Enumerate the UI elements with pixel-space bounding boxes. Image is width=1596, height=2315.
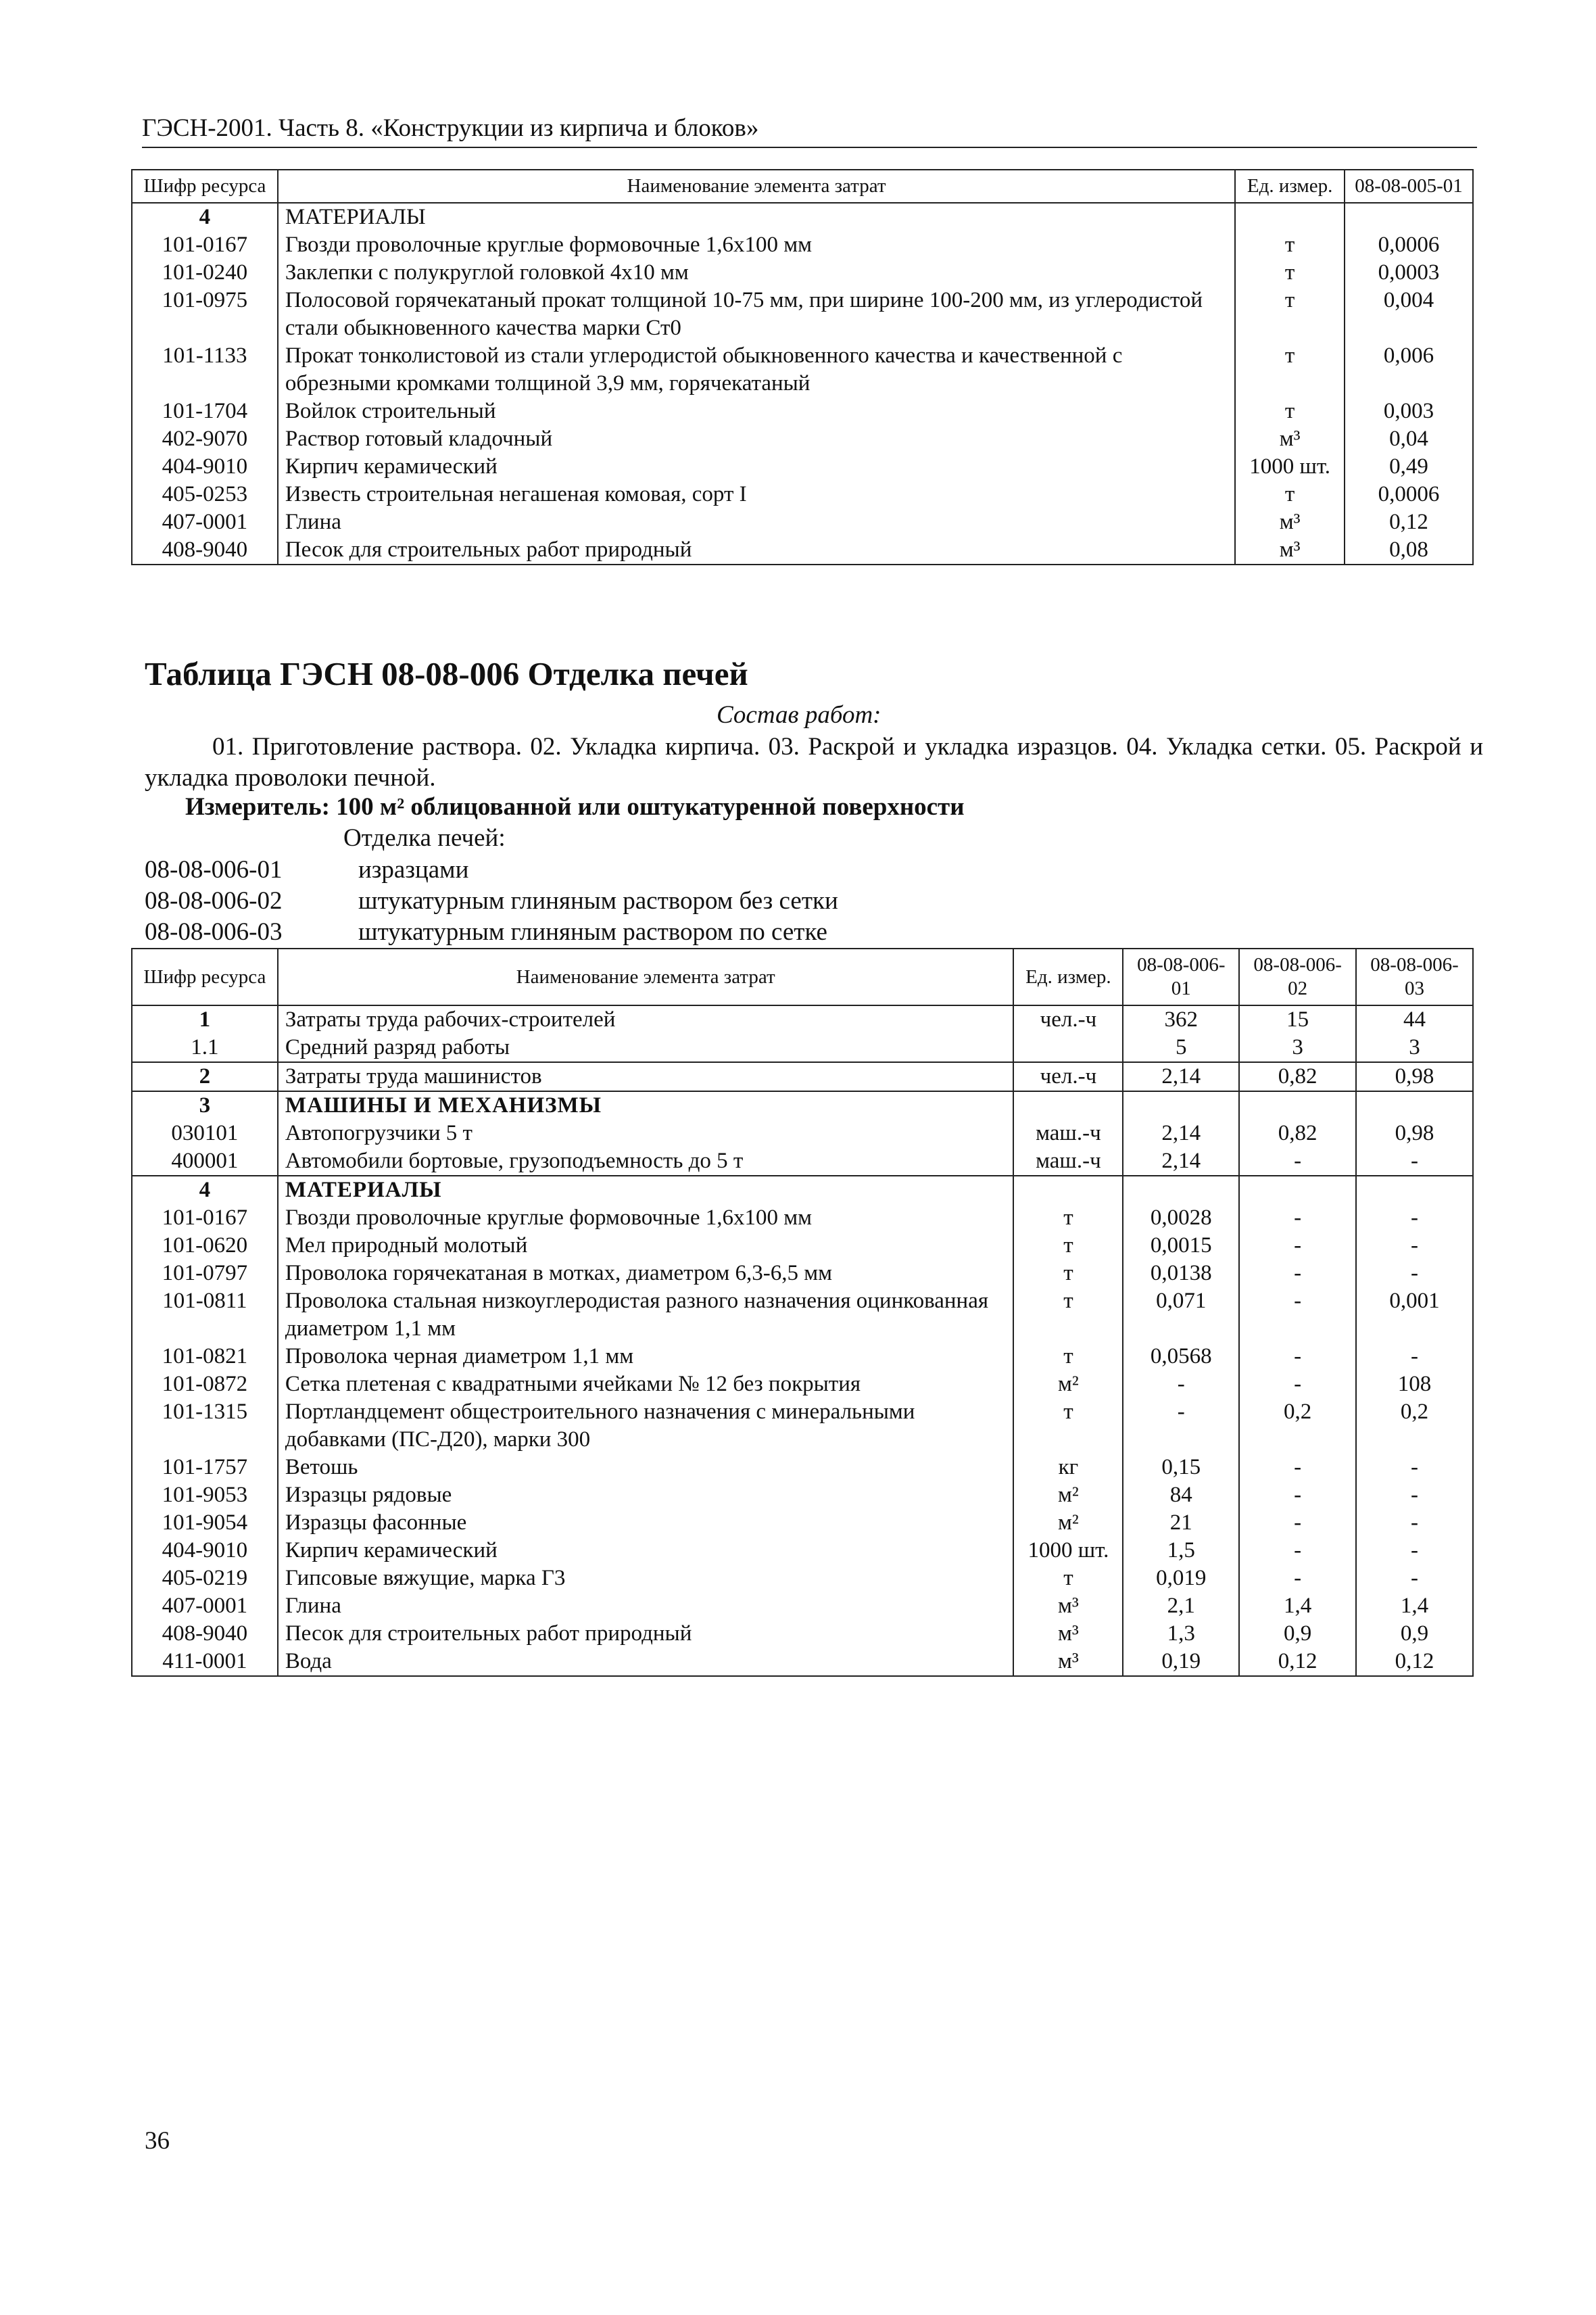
cell-code: 101-9054 [132, 1509, 278, 1537]
cell-name: Песок для строительных работ природный [278, 536, 1235, 565]
cell-value-3: - [1356, 1537, 1473, 1565]
cell-name: Автомобили бортовые, грузоподъемность до 5 т [278, 1147, 1014, 1176]
cell-value-1: 1,5 [1123, 1537, 1239, 1565]
cell-value-1: 84 [1123, 1481, 1239, 1509]
table-row [132, 1287, 1473, 1343]
cell-value-1: 0,0006 [1345, 481, 1473, 508]
cell-unit: т [1235, 259, 1345, 287]
cell-value-1 [1123, 1176, 1239, 1204]
cell-value-1: 0,004 [1345, 287, 1473, 342]
cell-unit: 1000 шт. [1013, 1537, 1123, 1565]
cell-unit: м³ [1235, 425, 1345, 453]
table-row [132, 425, 1473, 453]
col-header-value-2: 08-08-006-02 [1239, 949, 1356, 1005]
cell-value-1: 0,0006 [1345, 231, 1473, 259]
cell-value-1: 0,08 [1345, 536, 1473, 565]
cell-value-1: 0,0568 [1123, 1343, 1239, 1370]
cell-unit: т [1235, 287, 1345, 342]
cell-code: 400001 [132, 1147, 278, 1176]
cell-value-3: 3 [1356, 1034, 1473, 1062]
col-header-code: Шифр ресурса [132, 949, 278, 1005]
cell-unit: т [1013, 1232, 1123, 1260]
cell-code: 101-0811 [132, 1287, 278, 1343]
cell-code: 101-1757 [132, 1454, 278, 1481]
cell-code: 1.1 [132, 1034, 278, 1062]
cell-code: 101-0821 [132, 1343, 278, 1370]
cell-name: Мел природный молотый [278, 1232, 1014, 1260]
table-row [132, 1620, 1473, 1648]
table-row [132, 508, 1473, 536]
cell-value-1: 362 [1123, 1005, 1239, 1034]
cell-name: Изразцы фасонные [278, 1509, 1014, 1537]
table-row [132, 1147, 1473, 1176]
cell-unit: т [1013, 1398, 1123, 1454]
table-row [132, 1648, 1473, 1676]
cell-code: 404-9010 [132, 1537, 278, 1565]
cell-value-1: 0,071 [1123, 1287, 1239, 1343]
cell-name: Войлок строительный [278, 398, 1235, 425]
cell-unit: м² [1013, 1370, 1123, 1398]
cell-unit: т [1013, 1343, 1123, 1370]
cell-name: Вода [278, 1648, 1014, 1676]
table-row [132, 1565, 1473, 1592]
cell-unit: т [1235, 231, 1345, 259]
cell-value-1: - [1123, 1398, 1239, 1454]
cell-code: 405-0219 [132, 1565, 278, 1592]
table-row [132, 1232, 1473, 1260]
item-list [145, 855, 838, 948]
table-row [132, 1204, 1473, 1232]
cell-value-1: - [1123, 1370, 1239, 1398]
cell-value-3: 0,001 [1356, 1287, 1473, 1343]
cell-value-1: 5 [1123, 1034, 1239, 1062]
table-row [132, 1260, 1473, 1287]
cell-value-2: 0,12 [1239, 1648, 1356, 1676]
col-header-unit: Ед. измер. [1235, 170, 1345, 203]
cell-value-1: 2,14 [1123, 1062, 1239, 1091]
list-item [145, 855, 838, 886]
cell-value-1 [1123, 1091, 1239, 1120]
table-row [132, 1343, 1473, 1370]
table-row [132, 536, 1473, 565]
cell-name: Известь строительная негашеная комовая, сорт I [278, 481, 1235, 508]
table-row [132, 398, 1473, 425]
cell-value-3: - [1356, 1481, 1473, 1509]
cell-code: 2 [132, 1062, 278, 1091]
table-row [132, 231, 1473, 259]
cell-value-1: 2,14 [1123, 1147, 1239, 1176]
cell-code: 101-0240 [132, 259, 278, 287]
cell-value-1: 0,15 [1123, 1454, 1239, 1481]
cell-name: Раствор готовый кладочный [278, 425, 1235, 453]
cell-code: 4 [132, 203, 278, 231]
resource-table-08-08-006 [131, 948, 1474, 1677]
item-code: 08-08-006-01 [145, 856, 283, 884]
cell-value-3: 0,98 [1356, 1120, 1473, 1147]
cell-value-2: - [1239, 1204, 1356, 1232]
cell-value-3: 0,98 [1356, 1062, 1473, 1091]
cell-name: Гвозди проволочные круглые формовочные 1,6x100 мм [278, 1204, 1014, 1232]
cell-code: 408-9040 [132, 1620, 278, 1648]
cell-unit: м³ [1013, 1648, 1123, 1676]
cell-unit [1013, 1176, 1123, 1204]
cell-name: МАШИНЫ И МЕХАНИЗМЫ [278, 1091, 1014, 1120]
cell-name: Гипсовые вяжущие, марка Г3 [278, 1565, 1014, 1592]
cell-unit [1013, 1091, 1123, 1120]
table-row [132, 481, 1473, 508]
cell-code: 402-9070 [132, 425, 278, 453]
cell-unit: т [1235, 398, 1345, 425]
cell-code: 101-1315 [132, 1398, 278, 1454]
cell-unit [1235, 203, 1345, 231]
cell-value-2 [1239, 1091, 1356, 1120]
cell-value-1: 0,49 [1345, 453, 1473, 481]
cell-unit: т [1235, 342, 1345, 398]
cell-value-2: - [1239, 1370, 1356, 1398]
list-item [145, 917, 838, 948]
cell-name: Автопогрузчики 5 т [278, 1120, 1014, 1147]
cell-code: 1 [132, 1005, 278, 1034]
cell-name: Песок для строительных работ природный [278, 1620, 1014, 1648]
cell-code: 3 [132, 1091, 278, 1120]
resource-table-08-08-005 [131, 169, 1474, 565]
cell-code: 407-0001 [132, 1592, 278, 1620]
cell-value-3: - [1356, 1232, 1473, 1260]
cell-value-2: - [1239, 1287, 1356, 1343]
cell-value-2: - [1239, 1537, 1356, 1565]
col-header-name: Наименование элемента затрат [278, 949, 1014, 1005]
cell-code: 101-0167 [132, 1204, 278, 1232]
cell-value-3 [1356, 1091, 1473, 1120]
cell-value-2: - [1239, 1147, 1356, 1176]
cell-value-3 [1356, 1176, 1473, 1204]
cell-code: 405-0253 [132, 481, 278, 508]
cell-value-1: 1,3 [1123, 1620, 1239, 1648]
cell-value-3: 0,2 [1356, 1398, 1473, 1454]
table-header-row [132, 170, 1473, 203]
cell-value-3: - [1356, 1509, 1473, 1537]
table-row [132, 1370, 1473, 1398]
table-row [132, 1509, 1473, 1537]
cell-name: Глина [278, 508, 1235, 536]
cell-value-1: 0,0028 [1123, 1204, 1239, 1232]
cell-name: МАТЕРИАЛЫ [278, 203, 1235, 231]
cell-value-3: - [1356, 1147, 1473, 1176]
cell-name: Затраты труда рабочих-строителей [278, 1005, 1014, 1034]
cell-unit: т [1235, 481, 1345, 508]
cell-value-1: 0,19 [1123, 1648, 1239, 1676]
table-row [132, 1034, 1473, 1062]
cell-value-1: 0,0003 [1345, 259, 1473, 287]
cell-name: Изразцы рядовые [278, 1481, 1014, 1509]
cell-unit: т [1013, 1204, 1123, 1232]
table-row [132, 1005, 1473, 1034]
cell-unit: чел.-ч [1013, 1062, 1123, 1091]
cell-code: 408-9040 [132, 536, 278, 565]
col-header-name: Наименование элемента затрат [278, 170, 1235, 203]
cell-unit: маш.-ч [1013, 1120, 1123, 1147]
cell-unit: м² [1013, 1509, 1123, 1537]
table-row [132, 1091, 1473, 1120]
cell-value-2: - [1239, 1509, 1356, 1537]
table-row [132, 1537, 1473, 1565]
cell-unit: м³ [1235, 536, 1345, 565]
work-operations: 01. Приготовление раствора. 02. Укладка кирпича. 03. Раскрой и укладка изразцов. 04. Укладка сетки. 05. Раскрой и укладка проволоки печной. [145, 733, 1483, 792]
cell-name: Проволока горячекатаная в мотках, диаметром 6,3-6,5 мм [278, 1260, 1014, 1287]
table-header-row [132, 949, 1473, 1005]
cell-code: 101-0797 [132, 1260, 278, 1287]
cell-value-2: 0,82 [1239, 1062, 1356, 1091]
cell-value-1: 0,0015 [1123, 1232, 1239, 1260]
cell-code: 101-9053 [132, 1481, 278, 1509]
cell-code: 101-1133 [132, 342, 278, 398]
cell-code: 101-0167 [132, 231, 278, 259]
cell-value-3: - [1356, 1343, 1473, 1370]
cell-name: Заклепки с полукруглой головкой 4x10 мм [278, 259, 1235, 287]
cell-code: 101-0975 [132, 287, 278, 342]
cell-value-1: 21 [1123, 1509, 1239, 1537]
col-header-value: 08-08-005-01 [1345, 170, 1473, 203]
cell-value-3: - [1356, 1260, 1473, 1287]
cell-value-2 [1239, 1176, 1356, 1204]
cell-name: Затраты труда машинистов [278, 1062, 1014, 1091]
cell-unit: м³ [1235, 508, 1345, 536]
cell-unit [1013, 1034, 1123, 1062]
table-row [132, 1176, 1473, 1204]
cell-value-2: 1,4 [1239, 1592, 1356, 1620]
table-row [132, 1398, 1473, 1454]
cell-name: Сетка плетеная с квадратными ячейками № 12 без покрытия [278, 1370, 1014, 1398]
table-row [132, 203, 1473, 231]
col-header-value-1: 08-08-006-01 [1123, 949, 1239, 1005]
work-composition-label: Состав работ: [717, 701, 881, 729]
cell-unit: 1000 шт. [1235, 453, 1345, 481]
cell-value-2: 0,9 [1239, 1620, 1356, 1648]
cell-name: Гвозди проволочные круглые формовочные 1,6x100 мм [278, 231, 1235, 259]
col-header-unit: Ед. измер. [1013, 949, 1123, 1005]
cell-name: Прокат тонколистовой из стали углеродистой обыкновенного качества и качественной с обрезными кромками толщиной 3,9 мм, горячекатаный [278, 342, 1235, 398]
cell-value-1: 0,006 [1345, 342, 1473, 398]
cell-name: Полосовой горячекатаный прокат толщиной 10-75 мм, при ширине 100-200 мм, из углеродистой стали обыкновенного качества марки Ст0 [278, 287, 1235, 342]
cell-name: Глина [278, 1592, 1014, 1620]
table-row [132, 287, 1473, 342]
cell-value-1: 0,12 [1345, 508, 1473, 536]
cell-value-1: 0,04 [1345, 425, 1473, 453]
cell-value-3: 1,4 [1356, 1592, 1473, 1620]
item-text: изразцами [358, 856, 469, 884]
table-row [132, 342, 1473, 398]
cell-unit: м² [1013, 1481, 1123, 1509]
table-row [132, 453, 1473, 481]
cell-name: МАТЕРИАЛЫ [278, 1176, 1014, 1204]
page-number: 36 [145, 2127, 170, 2155]
cell-value-2: 3 [1239, 1034, 1356, 1062]
table-title: Таблица ГЭСН 08-08-006 Отделка печей [145, 655, 748, 692]
cell-name: Кирпич керамический [278, 453, 1235, 481]
table-row [132, 1120, 1473, 1147]
item-text: штукатурным глиняным раствором без сетки [358, 887, 838, 915]
cell-name: Кирпич керамический [278, 1537, 1014, 1565]
cell-unit: т [1013, 1565, 1123, 1592]
item-text: штукатурным глиняным раствором по сетке [358, 918, 827, 946]
cell-value-2: 15 [1239, 1005, 1356, 1034]
cell-code: 411-0001 [132, 1648, 278, 1676]
table-row [132, 1592, 1473, 1620]
items-subheading: Отделка печей: [343, 824, 506, 852]
item-code: 08-08-006-02 [145, 887, 283, 915]
cell-value-2: - [1239, 1565, 1356, 1592]
cell-code: 101-0872 [132, 1370, 278, 1398]
cell-name: Проволока стальная низкоуглеродистая разного назначения оцинкованная диаметром 1,1 мм [278, 1287, 1014, 1343]
table-row [132, 1481, 1473, 1509]
cell-value-3: - [1356, 1204, 1473, 1232]
cell-name: Портландцемент общестроительного назначения с минеральными добавками (ПС-Д20), марки 300 [278, 1398, 1014, 1454]
cell-code: 407-0001 [132, 508, 278, 536]
col-header-value-3: 08-08-006-03 [1356, 949, 1473, 1005]
table-row [132, 1454, 1473, 1481]
item-code: 08-08-006-03 [145, 918, 283, 946]
cell-value-1: 2,14 [1123, 1120, 1239, 1147]
table-row [132, 1062, 1473, 1091]
cell-value-1: 0,019 [1123, 1565, 1239, 1592]
page-header: ГЭСН-2001. Часть 8. «Конструкции из кирпича и блоков» [142, 114, 1477, 148]
list-item [145, 886, 838, 917]
cell-value-3: 0,9 [1356, 1620, 1473, 1648]
cell-value-2: - [1239, 1481, 1356, 1509]
cell-value-1: 0,003 [1345, 398, 1473, 425]
cell-value-3: 44 [1356, 1005, 1473, 1034]
cell-value-2: - [1239, 1232, 1356, 1260]
cell-value-3: - [1356, 1454, 1473, 1481]
cell-value-1: 2,1 [1123, 1592, 1239, 1620]
table-row [132, 259, 1473, 287]
cell-name: Средний разряд работы [278, 1034, 1014, 1062]
cell-unit: кг [1013, 1454, 1123, 1481]
cell-value-1 [1345, 203, 1473, 231]
cell-code: 030101 [132, 1120, 278, 1147]
cell-value-3: 108 [1356, 1370, 1473, 1398]
cell-unit: м³ [1013, 1592, 1123, 1620]
cell-value-2: - [1239, 1454, 1356, 1481]
cell-code: 101-1704 [132, 398, 278, 425]
cell-unit: чел.-ч [1013, 1005, 1123, 1034]
cell-value-1: 0,0138 [1123, 1260, 1239, 1287]
cell-value-2: 0,2 [1239, 1398, 1356, 1454]
cell-value-2: - [1239, 1260, 1356, 1287]
cell-unit: м³ [1013, 1620, 1123, 1648]
cell-value-2: - [1239, 1343, 1356, 1370]
col-header-code: Шифр ресурса [132, 170, 278, 203]
cell-name: Ветошь [278, 1454, 1014, 1481]
cell-value-2: 0,82 [1239, 1120, 1356, 1147]
cell-unit: маш.-ч [1013, 1147, 1123, 1176]
cell-code: 404-9010 [132, 453, 278, 481]
cell-unit: т [1013, 1260, 1123, 1287]
cell-unit: т [1013, 1287, 1123, 1343]
cell-name: Проволока черная диаметром 1,1 мм [278, 1343, 1014, 1370]
cell-value-3: 0,12 [1356, 1648, 1473, 1676]
cell-code: 101-0620 [132, 1232, 278, 1260]
measure-unit: Измеритель: 100 м² облицованной или оштукатуренной поверхности [185, 793, 965, 821]
cell-value-3: - [1356, 1565, 1473, 1592]
cell-code: 4 [132, 1176, 278, 1204]
